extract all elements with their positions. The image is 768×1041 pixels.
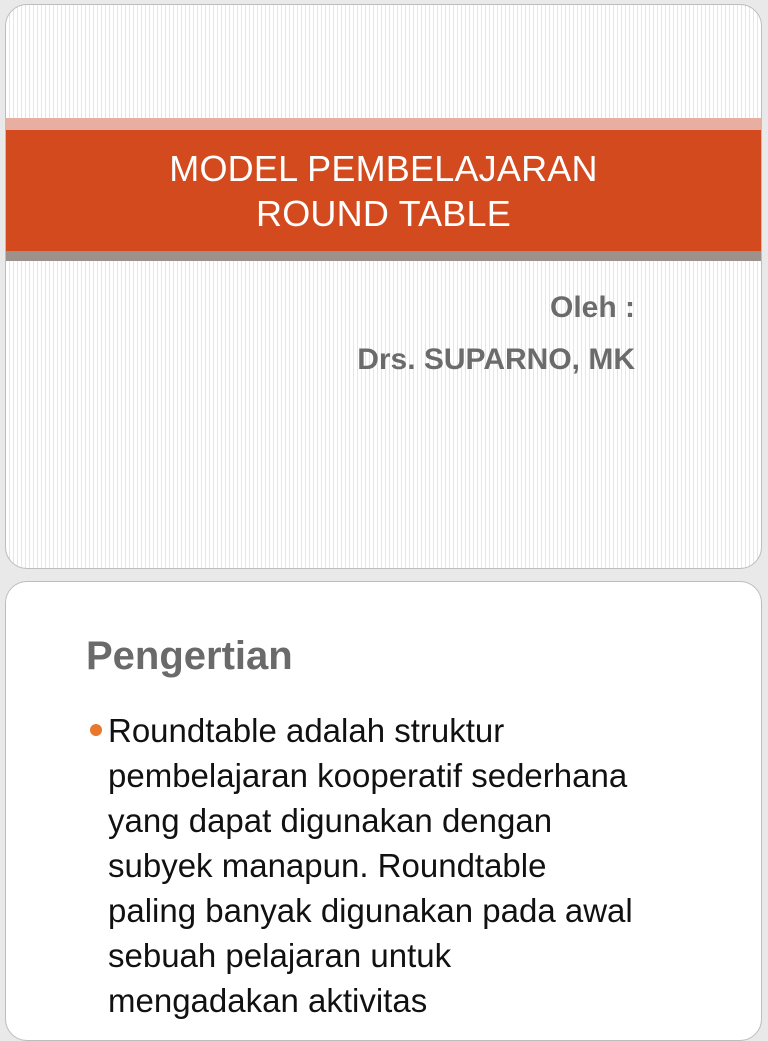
author-name: Drs. SUPARNO, MK [357, 343, 635, 376]
author-label: Oleh : [549, 291, 635, 324]
bullet-list [86, 708, 746, 1023]
bullet-line: sebuah pelajaran untuk [108, 937, 452, 974]
title-slide [5, 4, 762, 569]
bullet-dot-icon [90, 724, 102, 736]
bullet-line: yang dapat digunakan dengan [108, 802, 553, 839]
bullet-line: subyek manapun. Roundtable [108, 847, 547, 884]
title-band-top-stripe [6, 118, 761, 130]
author-block [357, 282, 635, 386]
title-band-bottom-stripe [6, 251, 761, 261]
slide-title-line-1: MODEL PEMBELAJARAN [169, 147, 598, 189]
title-band [6, 130, 761, 251]
slide-heading: Pengertian [86, 634, 293, 678]
bullet-line: pembelajaran kooperatif sederhana [108, 757, 628, 794]
slide-title-line-2: ROUND TABLE [256, 192, 511, 234]
content-slide [5, 581, 762, 1041]
bullet-line: mengadakan aktivitas [108, 982, 428, 1019]
bullet-item [86, 708, 746, 1023]
slide-title [169, 146, 597, 236]
bullet-line: Roundtable adalah struktur [108, 712, 505, 749]
bullet-line: paling banyak digunakan pada awal [108, 892, 633, 929]
